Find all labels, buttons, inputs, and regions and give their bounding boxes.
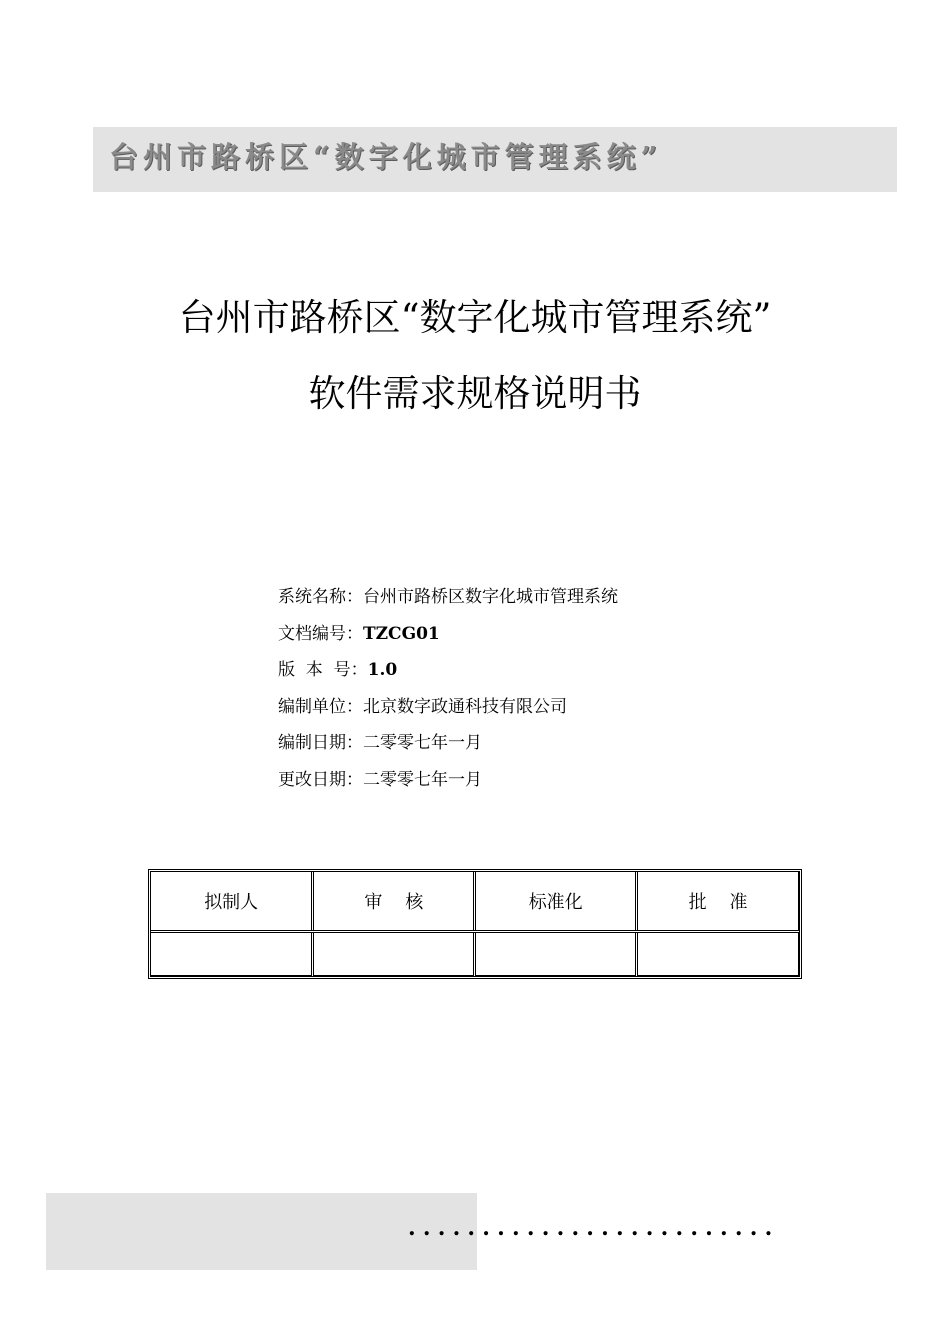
header-reviewer: 审 核 <box>313 872 475 932</box>
info-label: 编制日期： <box>278 733 363 753</box>
cell-approver <box>637 932 799 976</box>
info-organization <box>278 693 618 730</box>
footer-dots: ......................... <box>408 1215 780 1241</box>
info-version <box>278 656 618 693</box>
info-system-name <box>278 583 618 620</box>
document-info <box>278 583 618 802</box>
cell-drafter <box>151 932 313 976</box>
info-label: 版 本 号： <box>278 660 368 680</box>
header-drafter: 拟制人 <box>151 872 313 932</box>
info-label: 系统名称： <box>278 587 363 607</box>
info-value: TZCG01 <box>363 623 440 644</box>
info-compile-date <box>278 729 618 766</box>
info-value: 二零零七年一月 <box>363 769 482 790</box>
info-doc-number <box>278 620 618 657</box>
header-approver: 批 准 <box>637 872 799 932</box>
cell-reviewer <box>313 932 475 976</box>
info-value: 北京数字政通科技有限公司 <box>363 696 567 717</box>
signoff-table <box>148 869 802 979</box>
info-value: 1.0 <box>367 660 398 680</box>
header-banner-text: 台州市路桥区“数字化城市管理系统” <box>109 140 663 174</box>
table-row <box>151 932 799 976</box>
info-label: 更改日期： <box>278 769 363 790</box>
info-modify-date <box>278 766 618 803</box>
info-label: 文档编号： <box>278 623 363 644</box>
title-line-1: 台州市路桥区“数字化城市管理系统” <box>178 296 772 339</box>
table-header-row <box>151 872 799 932</box>
cell-standardization <box>475 932 637 976</box>
document-title <box>0 280 950 432</box>
info-value: 台州市路桥区数字化城市管理系统 <box>363 587 618 607</box>
header-banner <box>93 127 897 192</box>
info-value: 二零零七年一月 <box>363 733 482 753</box>
header-standardization: 标准化 <box>475 872 637 932</box>
title-line-2: 软件需求规格说明书 <box>308 372 642 415</box>
info-label: 编制单位： <box>278 696 363 717</box>
